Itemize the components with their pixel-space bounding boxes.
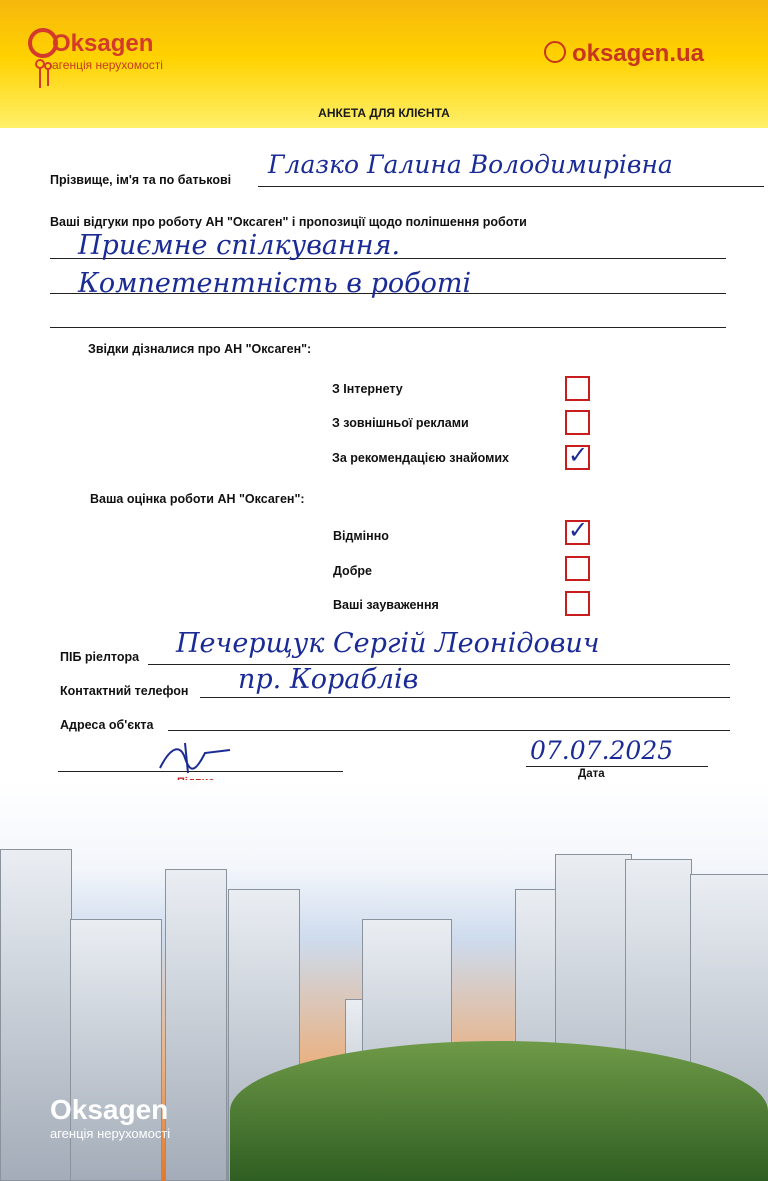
rating-option-excellent: Відмінно xyxy=(333,529,389,543)
checkbox-excellent[interactable] xyxy=(565,516,590,545)
checkbox-good[interactable] xyxy=(565,556,590,581)
name-line xyxy=(258,186,764,187)
phone-line xyxy=(200,697,730,698)
check-mark-icon: ✓ xyxy=(568,441,589,469)
date-handwritten: 07.07.2025 xyxy=(530,736,674,765)
source-option-recommendation: За рекомендацією знайомих xyxy=(332,451,510,465)
building-image xyxy=(70,919,162,1181)
rating-option-good: Добре xyxy=(333,564,373,578)
address-label: Адреса об'єкта xyxy=(60,718,154,732)
realtor-label: ПІБ ріелтора xyxy=(60,650,140,664)
rating-option-remarks: Ваші зауваження xyxy=(333,598,439,612)
footer-logo xyxy=(50,1094,170,1141)
name-handwritten: Глазко Галина Володимирівна xyxy=(268,150,673,179)
logo-subtitle: агенція нерухомості xyxy=(52,58,163,72)
check-mark-icon: ✓ xyxy=(568,516,589,544)
globe-icon xyxy=(544,41,566,63)
feedback-line-3 xyxy=(50,327,726,328)
footer-illustration xyxy=(0,780,768,1181)
park-greenery xyxy=(230,1041,768,1181)
building-image xyxy=(165,869,227,1181)
feedback-handwritten-1: Приємне спілкування. xyxy=(78,230,401,261)
name-label: Прізвище, ім'я та по батькові xyxy=(50,173,232,187)
date-line xyxy=(526,766,708,767)
checkbox-remarks[interactable] xyxy=(565,591,590,616)
website-link[interactable] xyxy=(544,40,704,68)
realtor-handwritten: Печерщук Сергій Леонідович xyxy=(176,628,600,659)
form-title: АНКЕТА ДЛЯ КЛІЄНТА xyxy=(318,106,450,120)
website-text: oksagen.ua xyxy=(571,40,704,67)
realtor-line xyxy=(148,664,730,665)
checkbox-ads[interactable] xyxy=(565,410,590,435)
feedback-label: Ваші відгуки про роботу АН "Оксаген" і пропозиції щодо поліпшення роботи xyxy=(50,215,527,229)
keys-icon xyxy=(34,58,54,90)
rating-label: Ваша оцінка роботи АН "Оксаген": xyxy=(90,492,305,506)
footer-logo-subtitle: агенція нерухомості xyxy=(50,1126,171,1141)
checkbox-recommendation[interactable] xyxy=(565,441,590,470)
checkbox-internet[interactable] xyxy=(565,376,590,401)
source-label: Звідки дізналися про АН "Оксаген": xyxy=(88,342,312,356)
footer-logo-text: Oksagen xyxy=(50,1094,169,1125)
address-line xyxy=(168,730,730,731)
feedback-handwritten-2: Компетентність в роботі xyxy=(78,268,472,299)
phone-handwritten: пр. Кораблів xyxy=(238,664,419,695)
source-option-internet: З Інтернету xyxy=(332,382,403,396)
date-label: Дата xyxy=(578,768,605,780)
brand-logo xyxy=(28,28,188,98)
phone-label: Контактний телефон xyxy=(60,684,189,698)
logo-text: Oksagen xyxy=(52,30,154,57)
source-option-ads: З зовнішньої реклами xyxy=(332,416,469,430)
signature-scribble xyxy=(150,738,250,778)
